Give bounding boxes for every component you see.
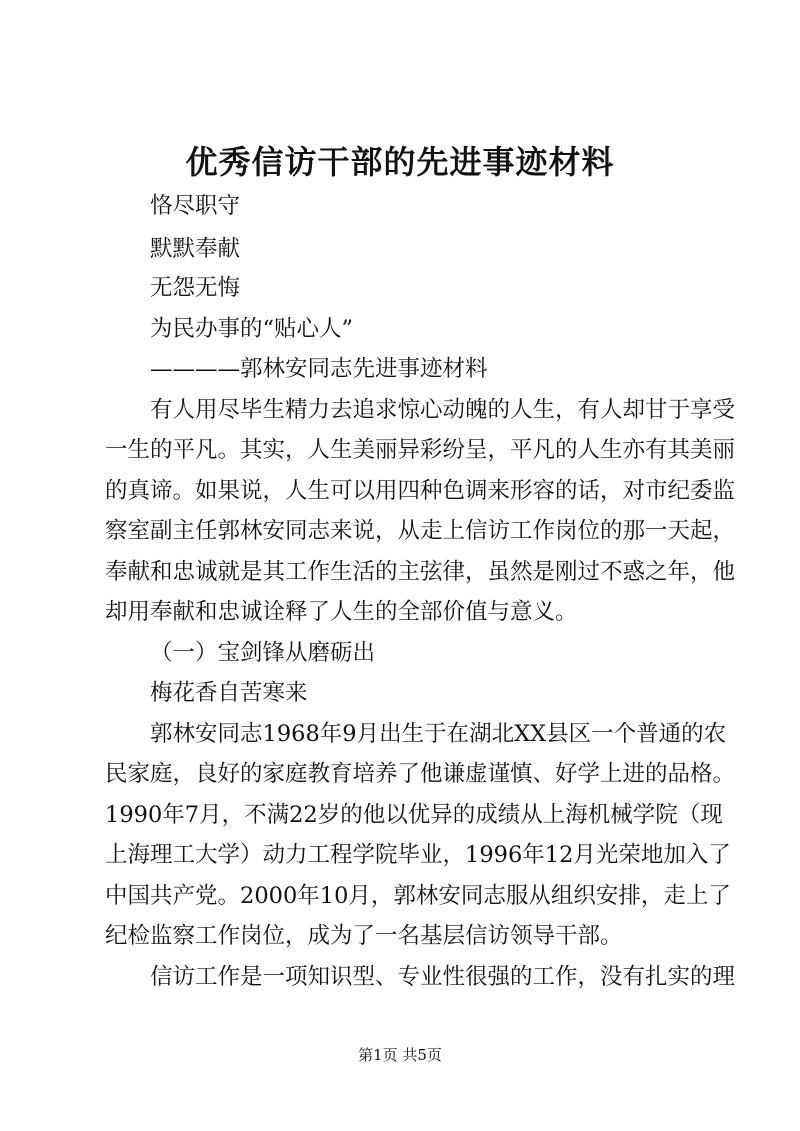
heading-line-3: 无怨无悔 xyxy=(150,275,241,301)
subtitle-line: ————郭林安同志先进事迹材料 xyxy=(150,356,488,382)
paragraph-line: 1990年7月，不满22岁的他以优异的成绩从上海机械学院（现 xyxy=(105,802,723,828)
section-heading: （一）宝剑锋从磨砺出 xyxy=(150,640,376,666)
paragraph-line: 察室副主任郭林安同志来说，从走上信访工作岗位的那一天起， xyxy=(105,518,736,544)
paragraph-line: 中国共产党。2000年10月，郭林安同志服从组织安排，走上了 xyxy=(105,883,731,909)
paragraph-line: 的真谛。如果说，人生可以用四种色调来形容的话，对市纪委监 xyxy=(105,478,736,504)
heading-line-1: 恪尽职守 xyxy=(150,193,241,219)
paragraph-line: 信访工作是一项知识型、专业性很强的工作，没有扎实的理 xyxy=(150,964,736,990)
document-title: 优秀信访干部的先进事迹材料 xyxy=(185,143,615,181)
heading-line-2: 默默奉献 xyxy=(150,236,241,262)
paragraph-line: 有人用尽毕生精力去追求惊心动魄的人生，有人却甘于享受 xyxy=(150,397,736,423)
paragraph-line: 奉献和忠诚就是其工作生活的主弦律，虽然是刚过不惑之年，他 xyxy=(105,559,736,585)
page-footer: 第1页 共5页 xyxy=(358,1046,442,1064)
section-subheading: 梅花香自苦寒来 xyxy=(150,680,308,706)
paragraph-line: 纪检监察工作岗位，成为了一名基层信访领导干部。 xyxy=(105,923,623,949)
paragraph-line: 一生的平凡。其实，人生美丽异彩纷呈，平凡的人生亦有其美丽 xyxy=(105,437,736,463)
heading-line-4: 为民办事的“贴心人” xyxy=(150,316,354,342)
paragraph-line: 民家庭，良好的家庭教育培养了他谦虚谨慎、好学上进的品格。 xyxy=(105,761,736,787)
paragraph-line: 郭林安同志1968年9月出生于在湖北XX县区一个普通的农 xyxy=(150,721,727,747)
paragraph-line: 却用奉献和忠诚诠释了人生的全部价值与意义。 xyxy=(105,599,578,625)
paragraph-line: 上海理工大学）动力工程学院毕业，1996年12月光荣地加入了 xyxy=(105,842,731,868)
